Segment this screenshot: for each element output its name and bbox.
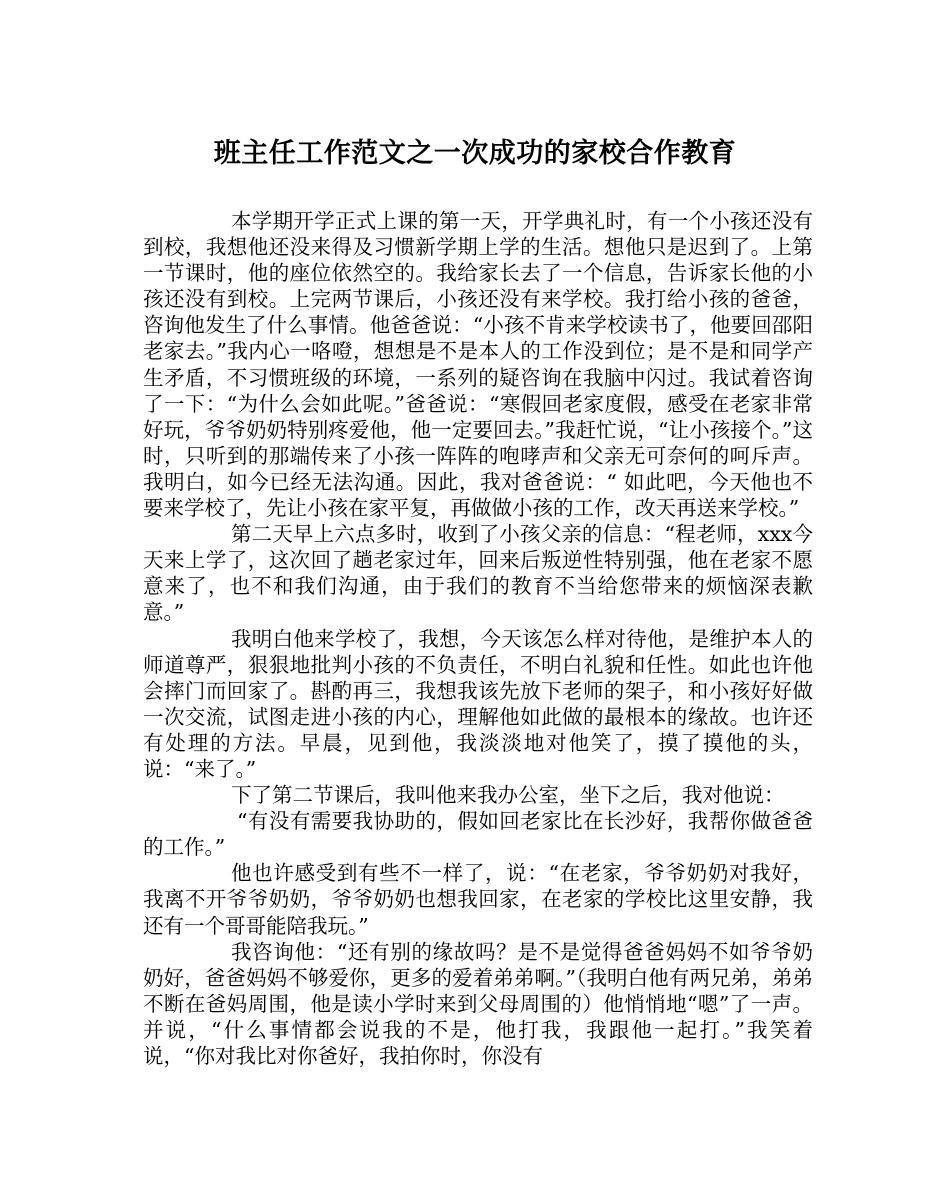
paragraph: 我咨询他：“还有别的缘故吗？是不是觉得爸爸妈妈不如爷爷奶奶好，爸爸妈妈不够爱你，更多的爱着弟弟啊。”（我明白他有两兄弟，弟弟不断在爸妈周围，他是读小学时来到父母周围的）他悄悄地“嗯”了一声。并说，“什么事情都会说我的不是，他打我，我跟他一起打。”我笑着说，“你对我比对你爸好，我拍你时，你没有 <box>143 939 813 1068</box>
paragraph: 本学期开学正式上课的第一天，开学典礼时，有一个小孩还没有到校，我想他还没来得及习惯新学期上学的生活。想他只是迟到了。上第一节课时，他的座位依然空的。我给家长去了一个信息，告诉家长他的小孩还没有到校。上完两节课后，小孩还没有来学校。我打给小孩的爸爸，咨询他发生了什么事情。他爸爸说：“小孩不肯来学校读书了，他要回邵阳老家去。”我内心一咯噔，想想是不是本人的工作没到位；是不是和同学产生矛盾，不习惯班级的环境，一系列的疑咨询在我脑中闪过。我试着咨询了一下：“为什么会如此呢。”爸爸说：“寒假回老家度假，感受在老家非常好玩，爷爷奶奶特别疼爱他，他一定要回去。”我赶忙说，“让小孩接个。”这时，只听到的那端传来了小孩一阵阵的咆哮声和父亲无可奈何的呵斥声。我明白，如今已经无法沟通。因此，我对爸爸说：“ 如此吧，今天他也不要来学校了，先让小孩在家平复，再做做小孩的工作，改天再送来学校。” <box>143 209 813 521</box>
document-title: 班主任工作范文之一次成功的家校合作教育 <box>213 138 737 169</box>
paragraph: 他也许感受到有些不一样了，说：“在老家，爷爷奶奶对我好，我离不开爷爷奶奶，爷爷奶奶也想我回家，在老家的学校比这里安静，我还有一个哥哥能陪我玩。” <box>143 861 813 938</box>
paragraph: “有没有需要我协助的，假如回老家比在长沙好，我帮你做爸爸的工作。” <box>143 809 813 860</box>
paragraph: 下了第二节课后，我叫他来我办公室，坐下之后，我对他说： <box>231 783 785 808</box>
document-body <box>143 208 813 1069</box>
paragraph: 我明白他来学校了，我想，今天该怎么样对待他，是维护本人的师道尊严，狠狠地批判小孩的不负责任，不明白礼貌和任性。如此也许他会摔门而回家了。斟酌再三，我想我该先放下老师的架子，和小孩好好做一次交流，试图走进小孩的内心，理解他如此做的最根本的缘故。也许还有处理的方法。早晨，见到他，我淡淡地对他笑了，摸了摸他的头，说：“来了。” <box>143 626 813 781</box>
paragraph: 第二天早上六点多时，收到了小孩父亲的信息：“程老师，xxx今天来上学了，这次回了趟老家过年，回来后叛逆性特别强，他在老家不愿意来了，也不和我们沟通，由于我们的教育不当给您带来的烦恼深表歉意。” <box>143 522 813 625</box>
